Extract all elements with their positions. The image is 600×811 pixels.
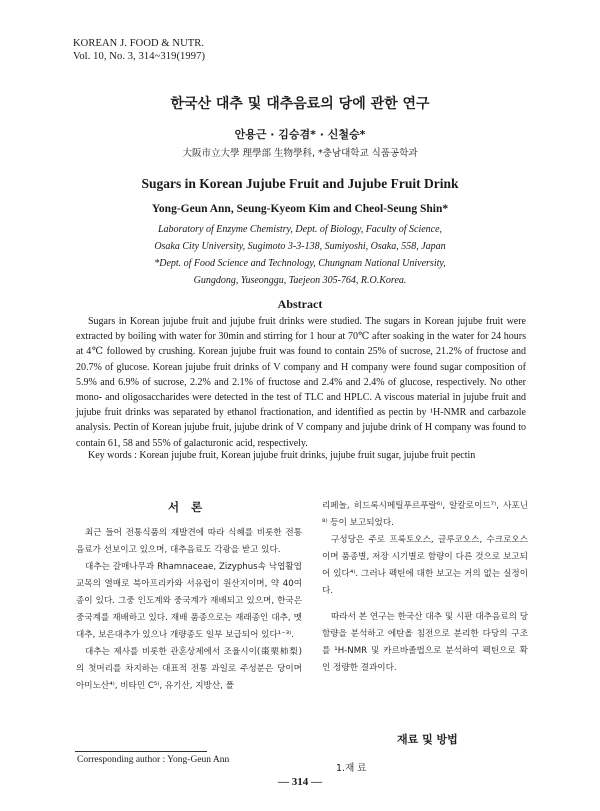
affiliation-line: *Dept. of Food Science and Technology, Chungnam National University,	[154, 258, 446, 269]
affiliation-line: Gungdong, Yuseonggu, Taejeon 305-764, R.O.Korea.	[193, 275, 407, 286]
affiliation-line: Laboratory of Enzyme Chemistry, Dept. of Biology, Faculty of Science,	[157, 224, 443, 235]
korean-authors: 안용근 · 김승겸* · 신철승*	[234, 128, 366, 141]
journal-volume: Vol. 10, No. 3, 314~319(1997)	[73, 51, 206, 62]
journal-name: KOREAN J. FOOD & NUTR.	[73, 38, 205, 49]
english-authors: Yong-Geun Ann, Seung-Kyeom Kim and Cheol-Seung Shin*	[151, 203, 449, 215]
keywords: Key words : Korean jujube fruit, Korean jujube fruit drinks, jujube fruit sugar, jujube fruit pectin	[88, 450, 476, 461]
korean-affiliation: 大阪市立大學 理學部 生物學科, *충남대학교 식품공학과	[182, 148, 418, 159]
abstract-text: Sugars in Korean jujube fruit and jujube fruit drinks were studied. The sugars in Korean jujube fruit were extracted by boiling with water for 30min and stirring for 1 hour at 70℃ after soaking in the water for 24 hours at 4℃ followed by crushing. Korean jujube fruit was found to contain 25% of sucrose, 21.2% of fructose and 20.7% of glucose. Korean jujube fruit drinks of V company and H company were found sugar composition of 5.9% and 6.9% of sucrose, 2.2% and 2.1% of fructose and 2.4% and 2.4% of glucose, respectively. No other mono- and oligosaccharides were detected in the test of TLC and HPLC. A viscous material in jujube fruit and jujube fruit drinks was separated by ethanol fractionation, and identified as pectin by ¹H-NMR and carbazole analysis. Pectin of Korean jujube fruit, jujube drink of V company and jujube drink of H company was found to contain 61, 58 and 55% of galacturonic acid, respectively.	[76, 316, 526, 449]
subsection-heading: 1.재 료	[336, 763, 367, 774]
korean-title: 한국산 대추 및 대추음료의 당에 관한 연구	[170, 96, 430, 112]
right-column	[322, 498, 528, 677]
footnote-divider	[75, 751, 207, 752]
corresponding-author-note: Corresponding author : Yong-Geun Ann	[77, 755, 230, 765]
english-affiliation	[0, 221, 600, 289]
paragraph: 구성당은 주로 프룩토오스, 글루코오스, 수크로오스이며 품종별, 저장 시기별로 함량이 다른 것으로 보고되어 있다⁴⁾. 그러나 펙틴에 대한 보고는 거의 없는 실정이다.	[322, 535, 528, 596]
paragraph: 따라서 본 연구는 한국산 대추 및 시판 대추음료의 당함량을 분석하고 에탄올 침전으로 분리한 다당의 구조를 ¹H-NMR 및 카르바졸법으로 분석하여 펙틴으로 확인 정량한 결과이다.	[322, 612, 528, 673]
left-column	[76, 525, 302, 695]
methods-heading: 재료 및 방법	[397, 733, 458, 746]
journal-citation	[73, 37, 205, 63]
affiliation-line: Osaka City University, Sugimoto 3-3-138, Sumiyoshi, Osaka, 558, Japan	[154, 241, 446, 252]
paragraph: 최근 들어 전통식품의 재발견에 따라 식혜를 비롯한 전통음료가 선보이고 있으며, 대추음료도 각광을 받고 있다.	[76, 528, 302, 555]
paragraph: 대추는 제사를 비롯한 관혼상제에서 조율시이(棗栗柿梨)의 첫머리를 차지하는 대표적 전통 과일로 주성분은 당이며 아미노산⁴⁾, 비타민 C⁵⁾, 유기산, 지방산, 폴	[76, 647, 302, 691]
english-title: Sugars in Korean Jujube Fruit and Jujube Fruit Drink	[141, 176, 459, 191]
abstract-heading: Abstract	[277, 297, 323, 311]
page-number: — 314 —	[278, 776, 322, 788]
paragraph: 대추는 갈매나무과 Rhamnaceae, Zizyphus속 낙엽활엽교목의 열매로 북아프리카와 서유럽이 원산지이며, 약 40여종이 있다. 그중 인도계와 중국계가 재배되고 있으며, 한국은 중국계를 재배하고 있다. 재배 품종으로는 재래종인 대추, 멧대추, 보은대추가 있으나 개량종도 일부 보급되어 있다¹⁻³⁾.	[76, 562, 302, 640]
intro-heading: 서 론	[168, 500, 207, 514]
paragraph: 리페놀, 히드록시메틸푸르푸랄⁶⁾, 알칼로이드⁷⁾, 사포닌⁸⁾ 등이 보고되었다.	[322, 501, 528, 528]
